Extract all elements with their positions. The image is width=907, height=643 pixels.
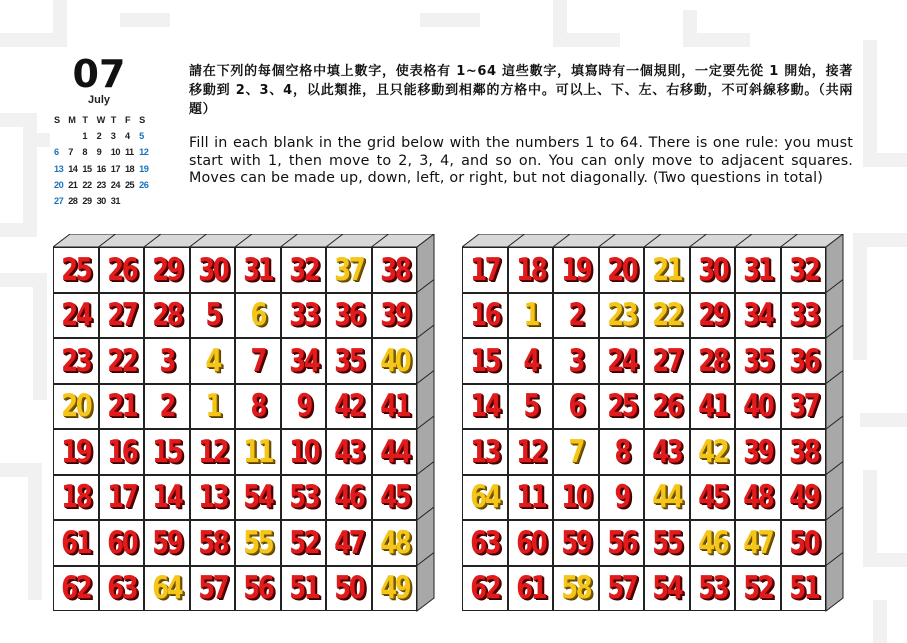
grid-cell-number: 36: [334, 297, 364, 334]
grid-cell-number: 43: [652, 433, 682, 470]
grid-cell-number: 4: [204, 342, 220, 379]
grid-cell-number: 34: [288, 342, 318, 379]
calendar-day: 26: [139, 179, 149, 190]
calendar-day: 6: [54, 147, 59, 158]
calendar-weekday: T: [82, 115, 88, 125]
calendar-day: 3: [110, 131, 116, 142]
grid-cell-number: 48: [743, 479, 773, 516]
calendar-day: 19: [139, 163, 149, 174]
grid-cell-number: 28: [697, 342, 727, 379]
grid-cell-number: 58: [561, 570, 591, 607]
grid-cell-number: 62: [470, 570, 500, 607]
grid-cell-number: 17: [470, 251, 500, 288]
calendar-day: 7: [68, 147, 73, 158]
grid-cell-number: 10: [561, 479, 591, 516]
grid-cell-number: 3: [568, 342, 583, 379]
grid-cell-number: 3: [159, 342, 174, 379]
puzzle-grid: [53, 247, 417, 611]
grid-cell-number: 25: [606, 388, 636, 425]
grid-cell-number: 30: [197, 251, 227, 288]
grid-cell-number: 6: [250, 297, 265, 334]
calendar-month-name: July: [87, 94, 110, 106]
grid-cell-number: 17: [106, 479, 136, 516]
grid-cell-number: 31: [243, 251, 273, 288]
calendar-weekday: M: [68, 115, 76, 125]
calendar-day: 30: [96, 195, 106, 206]
grid-cell-number: 46: [697, 524, 727, 561]
grid-cell-number: 8: [250, 388, 265, 425]
grid-cell-number: 35: [743, 342, 773, 379]
grid-cell-number: 1: [204, 388, 220, 425]
grid-cell-number: 4: [522, 342, 538, 379]
grid-cell-number: 26: [652, 388, 682, 425]
calendar-day: 17: [110, 163, 120, 174]
grid-cell-number: 44: [652, 479, 682, 516]
grid-cell-number: 29: [152, 251, 182, 288]
calendar-day: 4: [124, 131, 130, 142]
grid-cell-number: 23: [606, 297, 636, 334]
puzzle-grid: [462, 247, 826, 611]
grid-cell-number: 48: [379, 524, 409, 561]
calendar-day: 13: [54, 163, 64, 174]
grid-cell-number: 7: [250, 342, 265, 379]
grid-cell-number: 57: [606, 570, 636, 607]
calendar-week-row: [54, 177, 154, 193]
grid-cell-number: 5: [522, 388, 538, 425]
puzzle-2: [462, 234, 854, 618]
grid-cell-number: 32: [788, 251, 818, 288]
grid-cell-number: 12: [197, 433, 227, 470]
calendar-day: 24: [110, 179, 120, 190]
calendar-day: [125, 193, 139, 209]
grid-cell-number: 2: [568, 297, 583, 334]
grid-cell-number: 55: [243, 524, 273, 561]
grid-cell-number: 43: [334, 433, 364, 470]
grid-cell-number: 55: [652, 524, 682, 561]
calendar-week-row: [54, 193, 154, 209]
grid-cell-number: 18: [515, 251, 545, 288]
grid-cell-number: 59: [561, 524, 591, 561]
grid-cell-number: 56: [243, 570, 273, 607]
grid-cell-number: 54: [652, 570, 682, 607]
instructions-english: Fill in each blank in the grid below with the numbers 1 to 64. There is one rule: you must start with 1, then move to 2, 3, 4, and so on. You can only move to adjacent squares. Moves can be made up, down, left, or right, but not diagonally. (Two questions in total): [189, 135, 853, 186]
grid-cell-number: 53: [697, 570, 727, 607]
grid-cell-number: 63: [106, 570, 136, 607]
grid-cell-number: 42: [334, 388, 364, 425]
calendar-weekday-row: [54, 112, 154, 128]
calendar-weekday: W: [96, 115, 105, 125]
grid-cell-number: 59: [152, 524, 182, 561]
grid-cell-number: 40: [379, 342, 409, 379]
grid-cell-number: 20: [606, 251, 636, 288]
calendar-day: 1: [82, 131, 87, 142]
grid-cell-number: 47: [743, 524, 773, 561]
grid-cell-number: 19: [561, 251, 591, 288]
grid-cell-number: 30: [697, 251, 727, 288]
grid-cell-number: 54: [243, 479, 273, 516]
calendar-week-row: [54, 144, 154, 160]
calendar-day: 5: [139, 131, 144, 142]
grid-cell-number: 27: [652, 342, 682, 379]
calendar-day: 16: [96, 163, 106, 174]
grid-cell-number: 52: [288, 524, 318, 561]
calendar-week-row: [54, 161, 154, 177]
grid-cell-number: 51: [788, 570, 818, 607]
calendar-day: 27: [54, 195, 64, 206]
grid-cell-number: 50: [334, 570, 364, 607]
grid-cell-number: 15: [152, 433, 182, 470]
grid-cell-number: 14: [152, 479, 182, 516]
calendar-day: 29: [82, 195, 92, 206]
grid-cell-number: 53: [288, 479, 318, 516]
grid-cell-number: 41: [697, 388, 727, 425]
grid-cell-number: 26: [106, 251, 136, 288]
grid-cell-number: 1: [522, 297, 538, 334]
grid-cell-number: 58: [197, 524, 227, 561]
grid-cell-number: 49: [379, 570, 409, 607]
calendar-week-row: [54, 128, 154, 144]
grid-cell-number: 21: [652, 251, 682, 288]
grid-cell-number: 46: [334, 479, 364, 516]
grid-cell-number: 27: [106, 297, 136, 334]
grid-cell-number: 10: [288, 433, 318, 470]
calendar-day: 8: [82, 147, 87, 158]
calendar-day: 21: [68, 179, 78, 190]
grid-cell-number: 23: [61, 342, 91, 379]
grid-cell-number: 18: [61, 479, 91, 516]
grid-cell-number: 33: [788, 297, 818, 334]
grid-cell-number: 34: [743, 297, 773, 334]
grid-cell-number: 2: [159, 388, 174, 425]
grid-cell-number: 9: [295, 388, 311, 425]
grid-cell-number: 9: [613, 479, 629, 516]
grid-cell-number: 32: [288, 251, 318, 288]
calendar-day: 10: [110, 147, 120, 158]
grid-cell-number: 45: [379, 479, 409, 516]
grid-cell-number: 14: [470, 388, 500, 425]
grid-cell-number: 64: [152, 570, 182, 607]
instructions: [189, 62, 853, 188]
calendar-day: 9: [96, 147, 102, 158]
grid-cell-number: 35: [334, 342, 364, 379]
grid-cell-number: 25: [61, 251, 91, 288]
grid-cell-number: 15: [470, 342, 500, 379]
grid-cell-number: 13: [197, 479, 227, 516]
grid-cell-number: 7: [568, 433, 583, 470]
grid-cell-number: 21: [106, 388, 136, 425]
grid-cell-number: 12: [515, 433, 545, 470]
calendar-day: [54, 128, 68, 144]
grid-cell-number: 6: [568, 388, 583, 425]
calendar-day: 22: [82, 179, 92, 190]
grid-cell-number: 11: [515, 479, 545, 516]
grid-cell-number: 28: [152, 297, 182, 334]
grid-cell-number: 22: [652, 297, 682, 334]
grid-cell-number: 20: [61, 388, 91, 425]
grid-cell-number: 11: [243, 433, 273, 470]
calendar-day: 20: [54, 179, 64, 190]
grid-cell-number: 60: [106, 524, 136, 561]
calendar-day: 31: [110, 195, 120, 206]
grid-cell-number: 57: [197, 570, 227, 607]
grid-cell-number: 38: [788, 433, 818, 470]
grid-cell-number: 62: [61, 570, 91, 607]
calendar-day: 23: [96, 179, 106, 190]
calendar-days-grid: [54, 112, 154, 209]
grid-cell-number: 63: [470, 524, 500, 561]
grid-cell-number: 37: [334, 251, 364, 288]
grid-cell-number: 61: [61, 524, 91, 561]
puzzle-1: [53, 234, 445, 618]
calendar-day: 18: [124, 163, 135, 174]
grid-cell-number: 24: [61, 297, 91, 334]
grid-cell-number: 37: [788, 388, 818, 425]
calendar-weekday: F: [124, 115, 131, 125]
calendar-day: 12: [139, 147, 149, 158]
grid-cell-number: 29: [697, 297, 727, 334]
grid-cell-number: 16: [470, 297, 500, 334]
grid-cell-number: 22: [106, 342, 136, 379]
grid-cell-number: 39: [379, 297, 409, 334]
calendar-month-number: 07: [72, 52, 126, 96]
calendar: [54, 54, 154, 209]
grid-cell-number: 13: [470, 433, 500, 470]
calendar-day: 28: [68, 195, 78, 206]
grid-cell-number: 52: [743, 570, 773, 607]
calendar-weekday: S: [139, 115, 145, 125]
grid-cell-number: 33: [288, 297, 318, 334]
grid-cell-number: 42: [697, 433, 727, 470]
grid-cell-number: 64: [470, 479, 500, 516]
grid-cell-number: 45: [697, 479, 727, 516]
grid-cell-number: 44: [379, 433, 409, 470]
grid-cell-number: 41: [379, 388, 409, 425]
grid-cell-number: 50: [788, 524, 818, 561]
grid-cell-number: 16: [106, 433, 136, 470]
grid-cell-number: 8: [613, 433, 629, 470]
grid-cell-number: 19: [61, 433, 91, 470]
grid-cell-number: 47: [334, 524, 364, 561]
grid-cell-number: 39: [743, 433, 773, 470]
grid-cell-number: 56: [606, 524, 636, 561]
calendar-day: 14: [68, 163, 78, 174]
grid-cell-number: 38: [379, 251, 409, 288]
calendar-weekday: T: [110, 115, 116, 125]
calendar-day: 15: [82, 163, 92, 174]
grid-cell-number: 49: [788, 479, 818, 516]
calendar-day: 25: [124, 179, 135, 190]
grid-cell-number: 24: [606, 342, 636, 379]
calendar-day: 2: [96, 131, 102, 142]
calendar-day: 11: [124, 147, 134, 158]
calendar-day: [139, 193, 153, 209]
grid-cell-number: 51: [288, 570, 318, 607]
grid-cell-number: 60: [515, 524, 545, 561]
calendar-day: [68, 128, 82, 144]
grid-cell-number: 40: [743, 388, 773, 425]
grid-cell-number: 36: [788, 342, 818, 379]
grid-cell-number: 5: [204, 297, 220, 334]
instructions-chinese: 請在下列的每個空格中填上數字，使表格有 1~64 這些數字，填寫時有一個規則，一定要先從 1 開始，接著移動到 2、3、4，以此類推，且只能移動到相鄰的方格中。可以上、下、左、右移動，不可斜線移動。（共兩題）: [189, 64, 853, 117]
calendar-weekday: S: [54, 115, 60, 125]
grid-cell-number: 31: [743, 251, 773, 288]
grid-cell-number: 61: [515, 570, 545, 607]
